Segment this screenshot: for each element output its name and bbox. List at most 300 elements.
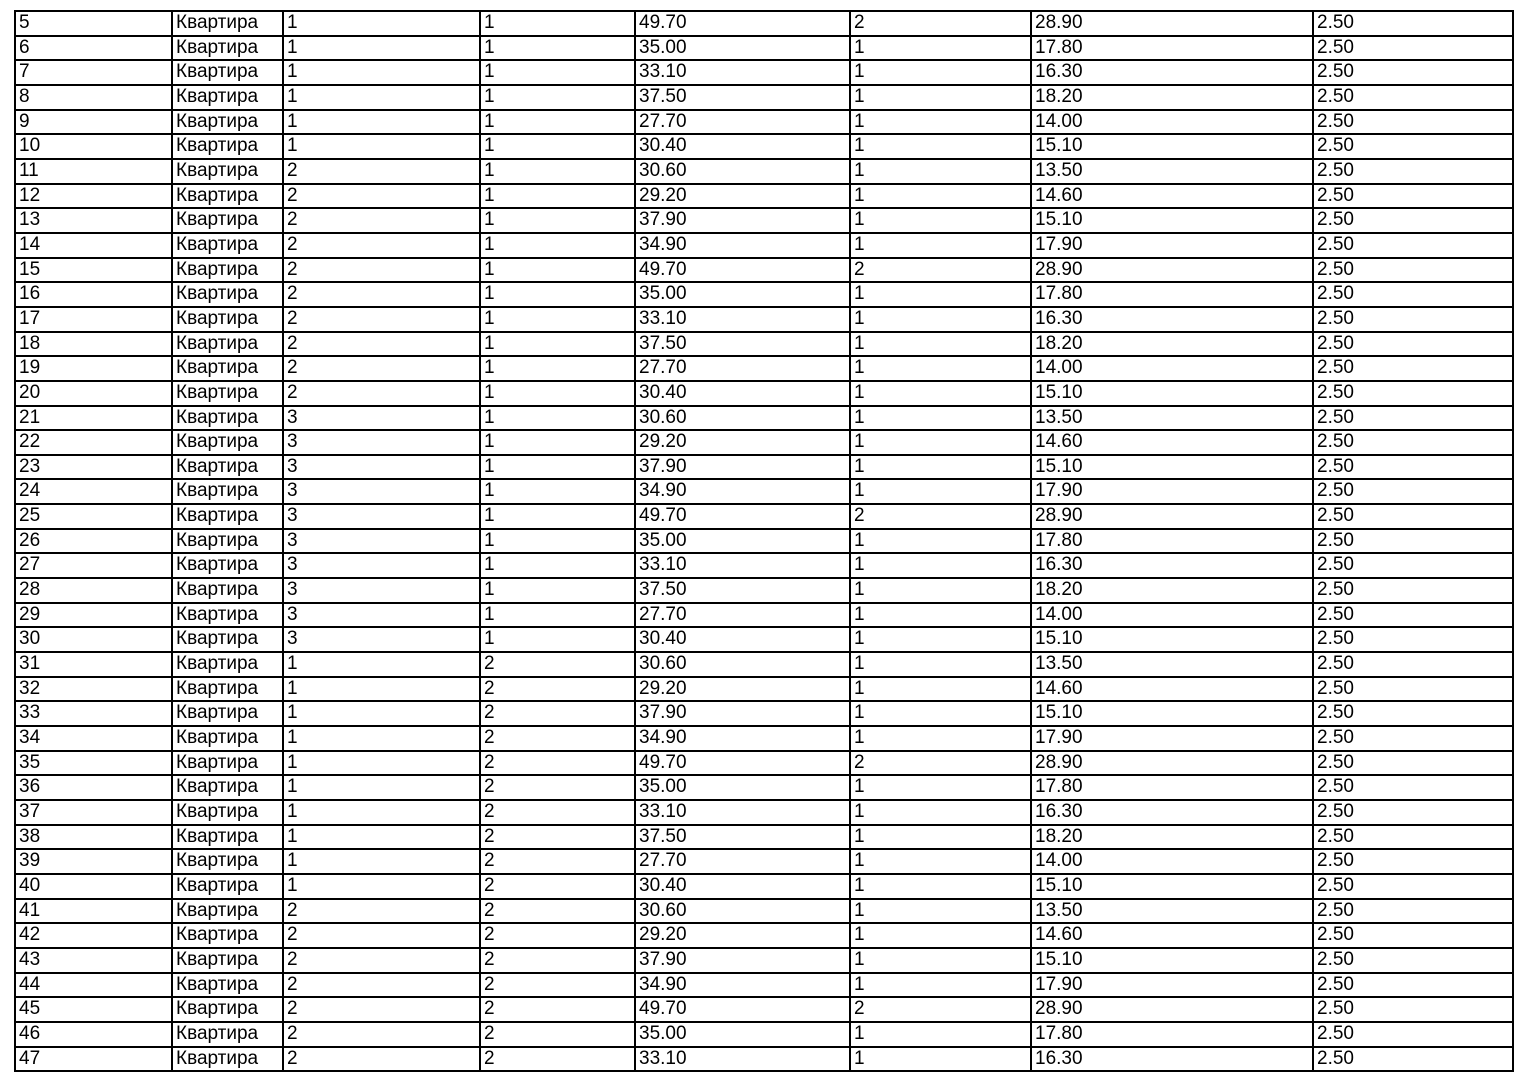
room-count-cell: 1: [850, 1047, 1031, 1072]
row-number-cell: 47: [15, 1047, 172, 1072]
living-area-cell: 16.30: [1031, 553, 1313, 578]
living-area-cell: 17.90: [1031, 479, 1313, 504]
room-count-cell: 1: [850, 603, 1031, 628]
living-area-cell: 14.00: [1031, 849, 1313, 874]
entrance-cell: 1: [283, 874, 480, 899]
room-count-cell: 2: [850, 258, 1031, 283]
table-row: [15, 997, 1513, 1022]
entrance-cell: 2: [283, 1022, 480, 1047]
floor-cell: 2: [480, 849, 635, 874]
object-type-cell: Квартира: [172, 1047, 283, 1072]
entrance-cell: 3: [283, 479, 480, 504]
row-number-cell: 19: [15, 356, 172, 381]
table-row: [15, 726, 1513, 751]
living-area-cell: 16.30: [1031, 1047, 1313, 1072]
ceiling-height-cell: 2.50: [1313, 603, 1513, 628]
object-type-cell: Квартира: [172, 356, 283, 381]
ceiling-height-cell: 2.50: [1313, 110, 1513, 135]
living-area-cell: 17.90: [1031, 233, 1313, 258]
apartment-listing-sheet: [14, 10, 1514, 1072]
ceiling-height-cell: 2.50: [1313, 997, 1513, 1022]
floor-cell: 1: [480, 529, 635, 554]
total-area-cell: 34.90: [635, 726, 850, 751]
row-number-cell: 37: [15, 800, 172, 825]
room-count-cell: 1: [850, 233, 1031, 258]
room-count-cell: 1: [850, 775, 1031, 800]
floor-cell: 1: [480, 258, 635, 283]
object-type-cell: Квартира: [172, 652, 283, 677]
room-count-cell: 1: [850, 800, 1031, 825]
row-number-cell: 21: [15, 406, 172, 431]
row-number-cell: 40: [15, 874, 172, 899]
total-area-cell: 34.90: [635, 973, 850, 998]
floor-cell: 1: [480, 282, 635, 307]
object-type-cell: Квартира: [172, 973, 283, 998]
living-area-cell: 16.30: [1031, 307, 1313, 332]
entrance-cell: 3: [283, 529, 480, 554]
table-row: [15, 874, 1513, 899]
room-count-cell: 1: [850, 825, 1031, 850]
row-number-cell: 34: [15, 726, 172, 751]
ceiling-height-cell: 2.50: [1313, 430, 1513, 455]
entrance-cell: 2: [283, 997, 480, 1022]
total-area-cell: 37.90: [635, 208, 850, 233]
room-count-cell: 1: [850, 381, 1031, 406]
object-type-cell: Квартира: [172, 11, 283, 36]
row-number-cell: 43: [15, 948, 172, 973]
floor-cell: 2: [480, 923, 635, 948]
entrance-cell: 1: [283, 85, 480, 110]
total-area-cell: 35.00: [635, 529, 850, 554]
entrance-cell: 2: [283, 282, 480, 307]
ceiling-height-cell: 2.50: [1313, 578, 1513, 603]
ceiling-height-cell: 2.50: [1313, 899, 1513, 924]
table-row: [15, 258, 1513, 283]
ceiling-height-cell: 2.50: [1313, 1047, 1513, 1072]
total-area-cell: 37.50: [635, 332, 850, 357]
total-area-cell: 33.10: [635, 60, 850, 85]
table-row: [15, 529, 1513, 554]
room-count-cell: 1: [850, 110, 1031, 135]
table-row: [15, 899, 1513, 924]
total-area-cell: 30.60: [635, 899, 850, 924]
ceiling-height-cell: 2.50: [1313, 726, 1513, 751]
entrance-cell: 2: [283, 1047, 480, 1072]
object-type-cell: Квартира: [172, 430, 283, 455]
row-number-cell: 46: [15, 1022, 172, 1047]
total-area-cell: 49.70: [635, 258, 850, 283]
living-area-cell: 15.10: [1031, 948, 1313, 973]
object-type-cell: Квартира: [172, 578, 283, 603]
room-count-cell: 1: [850, 899, 1031, 924]
room-count-cell: 1: [850, 60, 1031, 85]
floor-cell: 2: [480, 899, 635, 924]
living-area-cell: 14.00: [1031, 356, 1313, 381]
total-area-cell: 30.60: [635, 652, 850, 677]
room-count-cell: 1: [850, 282, 1031, 307]
row-number-cell: 44: [15, 973, 172, 998]
living-area-cell: 13.50: [1031, 159, 1313, 184]
object-type-cell: Квартира: [172, 627, 283, 652]
row-number-cell: 36: [15, 775, 172, 800]
room-count-cell: 2: [850, 751, 1031, 776]
total-area-cell: 27.70: [635, 356, 850, 381]
object-type-cell: Квартира: [172, 60, 283, 85]
object-type-cell: Квартира: [172, 923, 283, 948]
living-area-cell: 17.90: [1031, 973, 1313, 998]
living-area-cell: 14.60: [1031, 923, 1313, 948]
entrance-cell: 1: [283, 775, 480, 800]
table-row: [15, 948, 1513, 973]
row-number-cell: 10: [15, 134, 172, 159]
object-type-cell: Квартира: [172, 233, 283, 258]
table-row: [15, 973, 1513, 998]
object-type-cell: Квартира: [172, 701, 283, 726]
table-row: [15, 825, 1513, 850]
object-type-cell: Квартира: [172, 332, 283, 357]
room-count-cell: 1: [850, 455, 1031, 480]
ceiling-height-cell: 2.50: [1313, 1022, 1513, 1047]
table-row: [15, 307, 1513, 332]
ceiling-height-cell: 2.50: [1313, 948, 1513, 973]
row-number-cell: 30: [15, 627, 172, 652]
row-number-cell: 20: [15, 381, 172, 406]
total-area-cell: 49.70: [635, 11, 850, 36]
total-area-cell: 34.90: [635, 233, 850, 258]
ceiling-height-cell: 2.50: [1313, 553, 1513, 578]
total-area-cell: 30.60: [635, 159, 850, 184]
ceiling-height-cell: 2.50: [1313, 923, 1513, 948]
room-count-cell: 1: [850, 578, 1031, 603]
table-row: [15, 677, 1513, 702]
living-area-cell: 13.50: [1031, 899, 1313, 924]
table-row: [15, 603, 1513, 628]
total-area-cell: 33.10: [635, 553, 850, 578]
row-number-cell: 39: [15, 849, 172, 874]
total-area-cell: 35.00: [635, 1022, 850, 1047]
object-type-cell: Квартира: [172, 775, 283, 800]
object-type-cell: Квартира: [172, 134, 283, 159]
floor-cell: 1: [480, 134, 635, 159]
table-row: [15, 1022, 1513, 1047]
entrance-cell: 1: [283, 134, 480, 159]
ceiling-height-cell: 2.50: [1313, 973, 1513, 998]
table-row: [15, 504, 1513, 529]
ceiling-height-cell: 2.50: [1313, 849, 1513, 874]
living-area-cell: 14.00: [1031, 110, 1313, 135]
living-area-cell: 18.20: [1031, 85, 1313, 110]
room-count-cell: 1: [850, 479, 1031, 504]
row-number-cell: 7: [15, 60, 172, 85]
floor-cell: 2: [480, 973, 635, 998]
object-type-cell: Квартира: [172, 36, 283, 61]
ceiling-height-cell: 2.50: [1313, 504, 1513, 529]
total-area-cell: 27.70: [635, 849, 850, 874]
total-area-cell: 30.60: [635, 406, 850, 431]
row-number-cell: 41: [15, 899, 172, 924]
object-type-cell: Квартира: [172, 479, 283, 504]
floor-cell: 1: [480, 85, 635, 110]
table-row: [15, 430, 1513, 455]
floor-cell: 1: [480, 208, 635, 233]
row-number-cell: 5: [15, 11, 172, 36]
ceiling-height-cell: 2.50: [1313, 751, 1513, 776]
table-row: [15, 923, 1513, 948]
table-row: [15, 134, 1513, 159]
living-area-cell: 13.50: [1031, 652, 1313, 677]
entrance-cell: 2: [283, 381, 480, 406]
total-area-cell: 35.00: [635, 36, 850, 61]
floor-cell: 2: [480, 652, 635, 677]
table-row: [15, 159, 1513, 184]
table-row: [15, 627, 1513, 652]
row-number-cell: 25: [15, 504, 172, 529]
ceiling-height-cell: 2.50: [1313, 406, 1513, 431]
apartment-table-body: [15, 11, 1513, 1071]
floor-cell: 1: [480, 603, 635, 628]
total-area-cell: 30.40: [635, 627, 850, 652]
total-area-cell: 27.70: [635, 603, 850, 628]
entrance-cell: 1: [283, 677, 480, 702]
total-area-cell: 29.20: [635, 677, 850, 702]
room-count-cell: 1: [850, 627, 1031, 652]
ceiling-height-cell: 2.50: [1313, 233, 1513, 258]
living-area-cell: 14.60: [1031, 430, 1313, 455]
room-count-cell: 2: [850, 11, 1031, 36]
table-row: [15, 184, 1513, 209]
room-count-cell: 1: [850, 356, 1031, 381]
floor-cell: 1: [480, 578, 635, 603]
table-row: [15, 233, 1513, 258]
living-area-cell: 17.80: [1031, 282, 1313, 307]
floor-cell: 2: [480, 677, 635, 702]
total-area-cell: 29.20: [635, 430, 850, 455]
living-area-cell: 16.30: [1031, 800, 1313, 825]
floor-cell: 1: [480, 60, 635, 85]
entrance-cell: 2: [283, 307, 480, 332]
table-row: [15, 208, 1513, 233]
room-count-cell: 2: [850, 997, 1031, 1022]
row-number-cell: 27: [15, 553, 172, 578]
row-number-cell: 29: [15, 603, 172, 628]
row-number-cell: 24: [15, 479, 172, 504]
living-area-cell: 28.90: [1031, 751, 1313, 776]
total-area-cell: 35.00: [635, 775, 850, 800]
ceiling-height-cell: 2.50: [1313, 455, 1513, 480]
floor-cell: 1: [480, 332, 635, 357]
entrance-cell: 1: [283, 825, 480, 850]
floor-cell: 1: [480, 110, 635, 135]
object-type-cell: Квартира: [172, 529, 283, 554]
room-count-cell: 1: [850, 134, 1031, 159]
floor-cell: 1: [480, 307, 635, 332]
object-type-cell: Квартира: [172, 553, 283, 578]
entrance-cell: 1: [283, 110, 480, 135]
entrance-cell: 1: [283, 60, 480, 85]
object-type-cell: Квартира: [172, 85, 283, 110]
entrance-cell: 2: [283, 948, 480, 973]
room-count-cell: 1: [850, 85, 1031, 110]
total-area-cell: 49.70: [635, 997, 850, 1022]
row-number-cell: 31: [15, 652, 172, 677]
row-number-cell: 28: [15, 578, 172, 603]
ceiling-height-cell: 2.50: [1313, 800, 1513, 825]
room-count-cell: 1: [850, 529, 1031, 554]
object-type-cell: Квартира: [172, 677, 283, 702]
row-number-cell: 45: [15, 997, 172, 1022]
living-area-cell: 17.80: [1031, 36, 1313, 61]
floor-cell: 1: [480, 381, 635, 406]
floor-cell: 1: [480, 455, 635, 480]
table-row: [15, 110, 1513, 135]
total-area-cell: 37.90: [635, 701, 850, 726]
object-type-cell: Квартира: [172, 282, 283, 307]
total-area-cell: 34.90: [635, 479, 850, 504]
entrance-cell: 1: [283, 652, 480, 677]
row-number-cell: 14: [15, 233, 172, 258]
living-area-cell: 17.80: [1031, 775, 1313, 800]
row-number-cell: 42: [15, 923, 172, 948]
entrance-cell: 1: [283, 751, 480, 776]
living-area-cell: 17.90: [1031, 726, 1313, 751]
total-area-cell: 33.10: [635, 307, 850, 332]
room-count-cell: 2: [850, 504, 1031, 529]
ceiling-height-cell: 2.50: [1313, 36, 1513, 61]
total-area-cell: 37.50: [635, 578, 850, 603]
room-count-cell: 1: [850, 553, 1031, 578]
table-row: [15, 406, 1513, 431]
room-count-cell: 1: [850, 923, 1031, 948]
living-area-cell: 18.20: [1031, 578, 1313, 603]
floor-cell: 1: [480, 36, 635, 61]
table-row: [15, 11, 1513, 36]
entrance-cell: 2: [283, 923, 480, 948]
table-row: [15, 800, 1513, 825]
object-type-cell: Квартира: [172, 184, 283, 209]
room-count-cell: 1: [850, 36, 1031, 61]
row-number-cell: 11: [15, 159, 172, 184]
table-row: [15, 381, 1513, 406]
object-type-cell: Квартира: [172, 726, 283, 751]
living-area-cell: 17.80: [1031, 1022, 1313, 1047]
room-count-cell: 1: [850, 307, 1031, 332]
floor-cell: 2: [480, 825, 635, 850]
object-type-cell: Квартира: [172, 948, 283, 973]
row-number-cell: 38: [15, 825, 172, 850]
ceiling-height-cell: 2.50: [1313, 381, 1513, 406]
floor-cell: 2: [480, 800, 635, 825]
total-area-cell: 37.50: [635, 85, 850, 110]
living-area-cell: 15.10: [1031, 874, 1313, 899]
room-count-cell: 1: [850, 948, 1031, 973]
entrance-cell: 1: [283, 849, 480, 874]
ceiling-height-cell: 2.50: [1313, 134, 1513, 159]
entrance-cell: 3: [283, 603, 480, 628]
entrance-cell: 2: [283, 258, 480, 283]
entrance-cell: 3: [283, 627, 480, 652]
floor-cell: 1: [480, 233, 635, 258]
entrance-cell: 3: [283, 406, 480, 431]
living-area-cell: 15.10: [1031, 208, 1313, 233]
room-count-cell: 1: [850, 332, 1031, 357]
object-type-cell: Квартира: [172, 381, 283, 406]
entrance-cell: 1: [283, 726, 480, 751]
table-row: [15, 455, 1513, 480]
room-count-cell: 1: [850, 726, 1031, 751]
room-count-cell: 1: [850, 208, 1031, 233]
total-area-cell: 37.90: [635, 948, 850, 973]
entrance-cell: 1: [283, 36, 480, 61]
floor-cell: 2: [480, 726, 635, 751]
ceiling-height-cell: 2.50: [1313, 652, 1513, 677]
ceiling-height-cell: 2.50: [1313, 701, 1513, 726]
total-area-cell: 29.20: [635, 923, 850, 948]
living-area-cell: 28.90: [1031, 11, 1313, 36]
ceiling-height-cell: 2.50: [1313, 825, 1513, 850]
room-count-cell: 1: [850, 406, 1031, 431]
living-area-cell: 16.30: [1031, 60, 1313, 85]
entrance-cell: 3: [283, 455, 480, 480]
room-count-cell: 1: [850, 677, 1031, 702]
floor-cell: 1: [480, 11, 635, 36]
object-type-cell: Квартира: [172, 849, 283, 874]
table-row: [15, 60, 1513, 85]
ceiling-height-cell: 2.50: [1313, 529, 1513, 554]
floor-cell: 1: [480, 356, 635, 381]
row-number-cell: 26: [15, 529, 172, 554]
room-count-cell: 1: [850, 184, 1031, 209]
object-type-cell: Квартира: [172, 751, 283, 776]
room-count-cell: 1: [850, 874, 1031, 899]
row-number-cell: 23: [15, 455, 172, 480]
entrance-cell: 2: [283, 184, 480, 209]
entrance-cell: 1: [283, 800, 480, 825]
object-type-cell: Квартира: [172, 997, 283, 1022]
ceiling-height-cell: 2.50: [1313, 258, 1513, 283]
row-number-cell: 18: [15, 332, 172, 357]
living-area-cell: 14.60: [1031, 184, 1313, 209]
entrance-cell: 2: [283, 899, 480, 924]
object-type-cell: Квартира: [172, 159, 283, 184]
total-area-cell: 30.40: [635, 874, 850, 899]
living-area-cell: 15.10: [1031, 627, 1313, 652]
total-area-cell: 49.70: [635, 751, 850, 776]
table-row: [15, 479, 1513, 504]
living-area-cell: 18.20: [1031, 825, 1313, 850]
total-area-cell: 49.70: [635, 504, 850, 529]
object-type-cell: Квартира: [172, 110, 283, 135]
table-row: [15, 652, 1513, 677]
entrance-cell: 3: [283, 430, 480, 455]
ceiling-height-cell: 2.50: [1313, 775, 1513, 800]
table-row: [15, 356, 1513, 381]
room-count-cell: 1: [850, 973, 1031, 998]
entrance-cell: 1: [283, 701, 480, 726]
entrance-cell: 2: [283, 973, 480, 998]
ceiling-height-cell: 2.50: [1313, 332, 1513, 357]
total-area-cell: 35.00: [635, 282, 850, 307]
table-row: [15, 578, 1513, 603]
table-row: [15, 751, 1513, 776]
row-number-cell: 8: [15, 85, 172, 110]
row-number-cell: 22: [15, 430, 172, 455]
living-area-cell: 15.10: [1031, 455, 1313, 480]
floor-cell: 1: [480, 406, 635, 431]
living-area-cell: 17.80: [1031, 529, 1313, 554]
living-area-cell: 14.60: [1031, 677, 1313, 702]
room-count-cell: 1: [850, 652, 1031, 677]
room-count-cell: 1: [850, 430, 1031, 455]
